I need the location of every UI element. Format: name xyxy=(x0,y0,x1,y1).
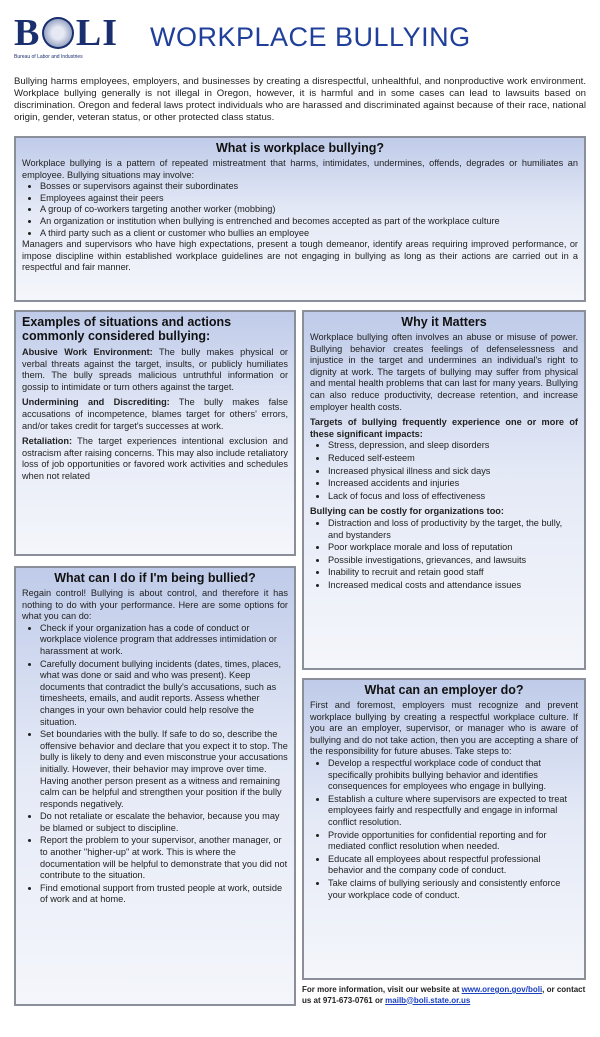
what-is-lead: Workplace bullying is a pattern of repeated mistreatment that harms, intimidates, undermines, offends, degrades or humiliates an employee. Bullying situations may involve: xyxy=(22,158,578,180)
why-lead: Workplace bullying often involves an abuse or misuse of power. Bullying behavior creates feelings of defenselessness and injustice in the target and undermines an individual's right to dignity at work. The targets of bullying may suffer from physical and mental health problems that can last for many years. Bullying can also reduce productivity, decrease retention, and increase employer health costs. xyxy=(310,332,578,412)
example-text: The bully makes physical or verbal threats against the target, insults, or publicly humiliates them. The bully spreads malicious untruthful information or gossip to intimidate or turn others against the target. xyxy=(22,347,288,392)
why-heading: Why it Matters xyxy=(401,315,487,329)
costly-list xyxy=(310,518,578,592)
costly-heading: Bullying can be costly for organizations too: xyxy=(310,506,504,517)
list-item: • Do not retaliate or escalate the behavior, because you may be blamed or subject to discipline. xyxy=(40,811,288,834)
website-link[interactable]: www.oregon.gov/boli xyxy=(461,985,543,994)
list-item: • Check if your organization has a code of conduct or workplace violence program that addresses intimidation or harassment at work. xyxy=(40,623,288,658)
being-bullied-box xyxy=(14,566,296,1006)
examples-box xyxy=(14,310,296,556)
employer-heading: What can an employer do? xyxy=(364,683,524,697)
logo-subtitle: Bureau of Labor and Industries xyxy=(14,54,83,60)
bullied-list xyxy=(22,623,288,906)
employer-list xyxy=(310,758,578,901)
footer-contact xyxy=(302,985,588,1006)
list-item: • Set boundaries with the bully. If safe to do so, describe the offensive behavior and declare that you expect it to stop. The bully is likely to deny and even misconstrue your accusations initially. However, their behavior may improve over time. Having another person present as a witness and remaining calm can be helpful and strengthen your position if the bully responds negatively. xyxy=(40,729,288,810)
list-item: • Provide opportunities for confidential reporting and for mediated conflict resolution when needed. xyxy=(328,830,578,853)
list-item: • Inability to recruit and retain good staff xyxy=(328,567,578,579)
footer-text: , or contact us at 971-673-0761 or xyxy=(302,985,586,1005)
bullied-heading: What can I do if I'm being bullied? xyxy=(54,571,256,585)
list-item: • A group of co-workers targeting another worker (mobbing) xyxy=(40,204,578,216)
list-item: • Increased accidents and injuries xyxy=(328,478,578,490)
examples-heading: Examples of situations and actions commonly considered bullying: xyxy=(22,315,232,343)
list-item: • Carefully document bullying incidents (dates, times, places, what was done or said and who was present). Keep documents that contradict the bully's accusations, such as timesheets, emails, and audit reports. Assess whether changes in your own behavior could help resolve the situation. xyxy=(40,659,288,729)
example-text: The bully makes false accusations of incompetence, blames target for others' errors, and/or takes credit for target's successes at work. xyxy=(22,397,288,431)
example-undermining xyxy=(22,397,288,432)
bullied-lead: Regain control! Bullying is about control, and therefore it has nothing to do with your performance. Here are some options for what you can do: xyxy=(22,588,288,622)
list-item: • Educate all employees about respectful professional behavior and the company code of conduct. xyxy=(328,854,578,877)
what-is-list xyxy=(22,181,578,239)
logo-wordmark xyxy=(14,14,118,52)
list-item: • Employees against their peers xyxy=(40,193,578,205)
example-term: Undermining and Discrediting: xyxy=(22,397,170,408)
example-abusive xyxy=(22,347,288,393)
list-item: • Stress, depression, and sleep disorders xyxy=(328,440,578,452)
list-item: • An organization or institution when bullying is entrenched and becomes accepted as part of the workplace culture xyxy=(40,216,578,228)
targets-heading: Targets of bullying frequently experience one or more of these significant impacts: xyxy=(310,417,578,439)
list-item: • Poor workplace morale and loss of reputation xyxy=(328,542,578,554)
why-it-matters-box xyxy=(302,310,586,670)
email-link[interactable]: mailb@boli.state.or.us xyxy=(385,995,471,1005)
list-item: • Take claims of bullying seriously and consistently enforce your workplace code of conduct. xyxy=(328,878,578,901)
what-is-bullying-box xyxy=(14,136,586,302)
example-term: Abusive Work Environment: xyxy=(22,347,153,357)
targets-list xyxy=(310,440,578,502)
list-item: • Report the problem to your supervisor, another manager, or to another "higher-up" at work. This is where the documentation will be helpful to demonstrate that you did not contribute to the situation. xyxy=(40,835,288,881)
example-text: The target experiences intentional exclusion and ostracism after raising concerns. This may also include retaliatory loss of job opportunities or favored work activities and schedules when not related xyxy=(22,436,288,481)
what-is-heading: What is workplace bullying? xyxy=(215,141,385,155)
what-is-closing: Managers and supervisors who have high expectations, present a tough demeanor, identify areas requiring improved performance, or impose discipline within established workplace guidelines are not engaging in bullying as long as their actions are carried out in a respectful and fair manner. xyxy=(22,239,578,273)
logo-text-li: LI xyxy=(75,12,118,54)
list-item: • Increased physical illness and sick days xyxy=(328,466,578,478)
list-item: • Lack of focus and loss of effectiveness xyxy=(328,491,578,503)
list-item: • Possible investigations, grievances, and lawsuits xyxy=(328,555,578,567)
list-item: • Distraction and loss of productivity by the target, the bully, and bystanders xyxy=(328,518,578,541)
list-item: • Increased medical costs and attendance issues xyxy=(328,580,578,592)
boli-logo xyxy=(14,14,118,60)
page-title: WORKPLACE BULLYING xyxy=(150,22,471,52)
list-item: • Reduced self-esteem xyxy=(328,453,578,465)
example-retaliation xyxy=(22,436,288,482)
oregon-seal-icon xyxy=(42,17,74,49)
logo-text-b: B xyxy=(14,12,41,54)
intro-paragraph: Bullying harms employees, employers, and businesses by creating a disrespectful, unhealthful, and nonproductive work environment. Workplace bullying generally is not illegal in Oregon, however, it is harmful and in some cases can lead to lawsuits based on discrimination. Oregon and federal laws protect individuals who are harassed and discriminated against because of their race, national origin, gender, veteran status, or other protected class status. xyxy=(14,76,586,123)
list-item: • A third party such as a client or customer who bullies an employee xyxy=(40,228,578,240)
example-term: Retaliation: xyxy=(22,436,73,447)
employer-box xyxy=(302,678,586,980)
list-item: • Bosses or supervisors against their subordinates xyxy=(40,181,578,193)
footer-text: For more information, visit our website at xyxy=(302,985,462,994)
employer-lead: First and foremost, employers must recognize and prevent workplace bullying by creating a respectful workplace culture. If you are an employer, supervisor, or manager who is aware of bullying and do not take action, then you are accepting a share of the responsibility for future abuses. Take steps to: xyxy=(310,700,578,757)
list-item: • Establish a culture where supervisors are expected to treat employees fairly and respectfully and engage in informal conflict resolution. xyxy=(328,794,578,829)
list-item: • Find emotional support from trusted people at work, outside of work and at home. xyxy=(40,883,288,906)
list-item: • Develop a respectful workplace code of conduct that specifically prohibits bullying behavior and identifies consequences for employees who engage in bullying. xyxy=(328,758,578,793)
